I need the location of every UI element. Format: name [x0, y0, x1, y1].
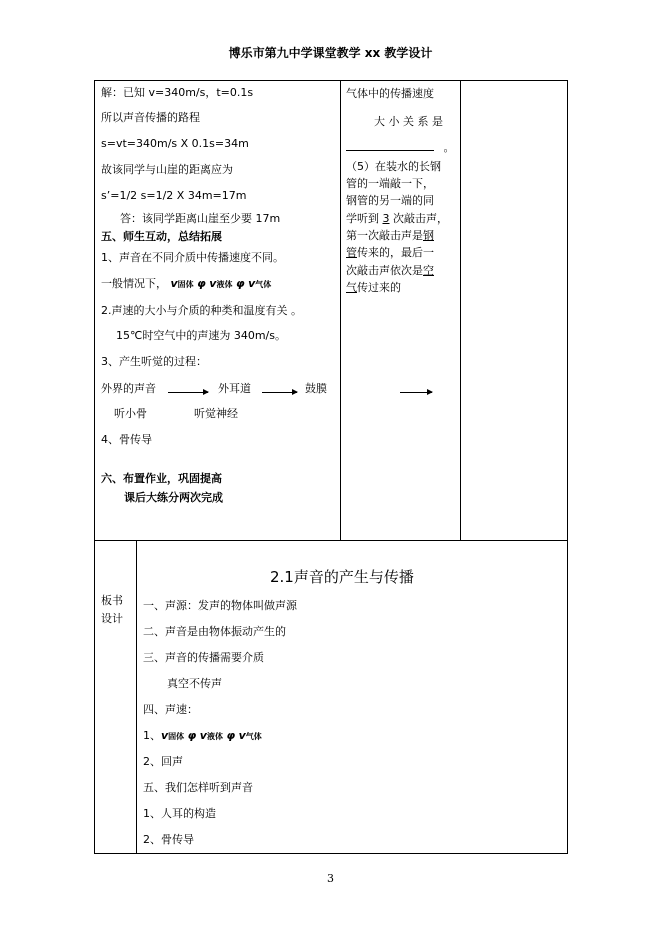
- board-item-5: 四、声速：: [143, 703, 198, 716]
- board-item-4: 真空不传声: [167, 677, 222, 690]
- board-label-line1: 板书: [101, 594, 123, 607]
- solid-sub: 固体: [168, 732, 185, 741]
- answer-steel: 钢: [423, 229, 434, 242]
- answer-pipe: 管: [346, 246, 357, 259]
- right-q5-line3: 钢管的另一端的同: [346, 194, 434, 207]
- board-item-10: 2、骨传导: [143, 833, 194, 846]
- right-q5-line8: [346, 281, 401, 295]
- column-divider-2: [460, 80, 461, 540]
- right-q5-line4: [346, 212, 448, 226]
- hearing-step-eardrum: 鼓膜: [305, 382, 327, 395]
- relation-symbol: φ: [197, 277, 206, 290]
- table-bottom-border: [94, 853, 568, 854]
- hearing-arrow-1: [168, 392, 208, 393]
- answer-three: 3: [382, 212, 390, 225]
- relation-symbol: φ: [187, 729, 197, 742]
- right-gas-speed: 气体中的传播速度: [346, 87, 434, 100]
- document-header: 博乐市第九中学课堂教学 xx 教学设计: [228, 46, 433, 60]
- v-symbol: v: [170, 277, 178, 290]
- solution-distance-formula: s’=1/2 s=1/2 X 34m=17m: [101, 189, 247, 202]
- hearing-step-outside-sound: 外界的声音: [101, 382, 156, 395]
- board-item-3: 三、声音的传播需要介质: [143, 651, 264, 664]
- right-q5-line4-a: 学听到: [346, 212, 383, 225]
- board-item-6-speed-relation: [143, 729, 262, 744]
- gas-sub: 气体: [245, 732, 262, 741]
- answer-air-1: 空: [423, 264, 434, 277]
- right-q5-line8-b: 传过来的: [357, 281, 401, 294]
- right-q5-line4-c: 次敲击声，: [389, 212, 448, 225]
- solution-given: 解：已知 v=340m/s，t=0.1s: [101, 86, 254, 99]
- table-top-border: [94, 80, 568, 81]
- right-q5-line7-a: 次敲击声依次是: [346, 264, 423, 277]
- right-period: 。: [443, 141, 455, 154]
- v-symbol: v: [248, 277, 256, 290]
- hearing-step-ear-canal: 外耳道: [218, 382, 251, 395]
- board-title: 2.1声音的产生与传播: [270, 568, 414, 586]
- column-divider-1: [340, 80, 341, 540]
- board-label-line2: 设计: [101, 612, 123, 625]
- board-label-divider: [136, 540, 137, 854]
- right-q5-line1: （5）在装水的长钢: [346, 160, 441, 173]
- solution-formula: s=vt=340m/s X 0.1s=34m: [101, 137, 249, 150]
- liquid-sub: 液体: [206, 732, 223, 741]
- board-item-2: 二、声音是由物体振动产生的: [143, 625, 286, 638]
- air-speed-note: 15℃时空气中的声速为 340m/s。: [116, 329, 286, 342]
- hearing-arrow-2: [262, 392, 297, 393]
- section-five-heading: 五、师生互动，总结拓展: [101, 230, 222, 243]
- board-item-7: 2、回声: [143, 755, 183, 768]
- board-item-8: 五、我们怎样听到声音: [143, 781, 253, 794]
- v-symbol: v: [238, 729, 246, 742]
- relation-symbol: φ: [235, 277, 245, 290]
- right-blank-line: [346, 140, 455, 155]
- board-item-6-prefix: 1、: [143, 729, 161, 742]
- v-symbol: v: [209, 277, 217, 290]
- right-relation-label: 大 小 关 系 是: [374, 115, 443, 128]
- right-q5-line7: [346, 264, 434, 278]
- right-q5-line6: [346, 246, 434, 260]
- hearing-step-auditory-nerve: 听觉神经: [194, 407, 238, 420]
- speed-relation-line: [101, 277, 271, 292]
- point-2: 2.声速的大小与介质的种类和温度有关 。: [101, 304, 302, 317]
- answer-air-2: 气: [346, 281, 357, 294]
- point-4: 4、骨传导: [101, 433, 152, 446]
- section-six-heading: 六、布置作业，巩固提高: [101, 472, 222, 485]
- v-symbol: v: [199, 729, 207, 742]
- right-q5-line5: [346, 229, 434, 243]
- relation-symbol: φ: [226, 729, 236, 742]
- liquid-sub: 液体: [216, 280, 233, 289]
- solution-path-label: 所以声音传播的路程: [101, 111, 200, 124]
- solid-sub: 固体: [177, 280, 194, 289]
- point-1: 1、声音在不同介质中传播速度不同。: [101, 251, 284, 264]
- table-divider: [94, 540, 568, 541]
- homework-note: 课后大练分两次完成: [124, 491, 223, 504]
- hearing-step-ossicles: 听小骨: [114, 407, 147, 420]
- board-item-9: 1、人耳的构造: [143, 807, 216, 820]
- right-q5-line2: 管的一端敲一下，: [346, 177, 434, 190]
- solution-distance-label: 故该同学与山崖的距离应为: [101, 163, 233, 176]
- board-item-1: 一、声源：发声的物体叫做声源: [143, 599, 297, 612]
- answer-blank: [346, 140, 434, 151]
- hearing-arrow-3: [400, 392, 432, 393]
- gas-sub: 气体: [255, 280, 272, 289]
- solution-answer: 答：该同学距离山崖至少要 17m: [120, 212, 281, 225]
- table-right-border: [567, 80, 568, 854]
- table-left-border: [94, 80, 95, 854]
- v-symbol: v: [161, 729, 169, 742]
- point-3: 3、产生听觉的过程：: [101, 355, 207, 368]
- speed-relation-prefix: 一般情况下，: [101, 277, 167, 290]
- page-number: 3: [327, 872, 334, 885]
- right-q5-line6-b: 传来的，最后一: [357, 246, 434, 259]
- right-q5-line5-a: 第一次敲击声是: [346, 229, 423, 242]
